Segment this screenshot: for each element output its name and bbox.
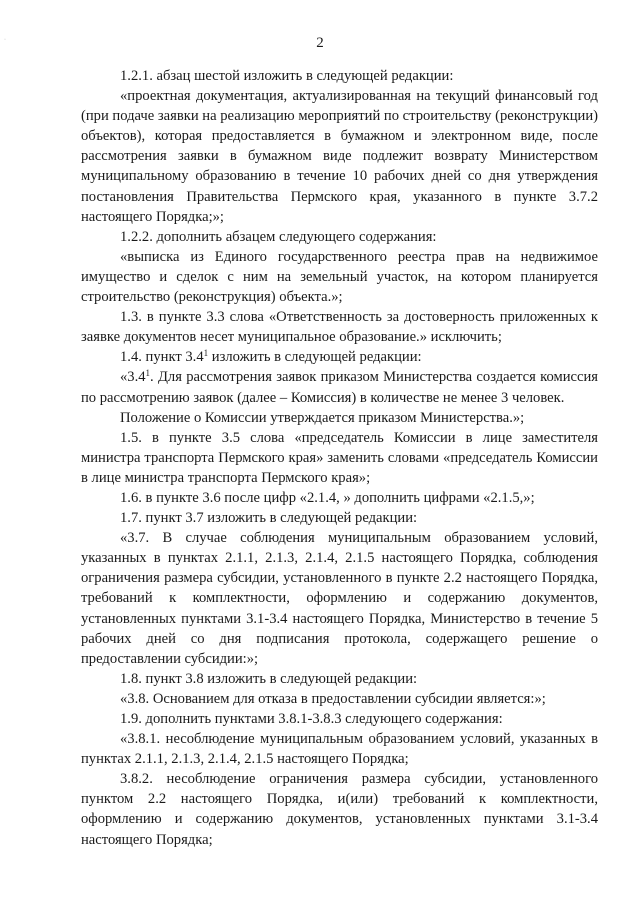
superscript: 1	[145, 368, 151, 379]
document-body	[81, 66, 598, 850]
paragraph-3-4-1	[81, 367, 598, 407]
paragraph-1-2-2: 1.2.2. дополнить абзацем следующего содержания:	[120, 228, 437, 245]
paragraph-egrp-extract: «выписка из Единого государственного реестра прав на недвижимое имущество и сделок с ним на земельный участок, на котором планируется строительство (реконструкция) объекта.»;	[81, 248, 598, 306]
paragraph-3-7: «3.7. В случае соблюдения муниципальным образованием условий, указанных в пунктах 2.1.1, 2.1.3, 2.1.4, 2.1.5 настоящего Порядка, соблюдения ограничения размера субсидии, установленного в пункте 2.2 настоящего Порядка, требований к комплектности, оформлению и содержанию документов, установленных пунктами 3.1-3.4 настоящего Порядка, Министерство в течение 5 рабочих дней со дня подписания протокола, содержащего решение о предоставлении субсидии:»;	[81, 530, 598, 667]
margin-mark: ·	[4, 37, 6, 43]
paragraph-1-7: 1.7. пункт 3.7 изложить в следующей редакции:	[120, 510, 418, 527]
paragraph-1-4-pre: 1.4. пункт 3.4	[120, 349, 204, 366]
paragraph-1-3: 1.3. в пункте 3.3 слова «Ответственность за достоверность приложенных к заявке документов несет муниципальное образование.» исключить;	[81, 309, 598, 346]
paragraph-1-8: 1.8. пункт 3.8 изложить в следующей редакции:	[120, 670, 418, 687]
paragraph-1-4-post: изложить в следующей редакции:	[208, 349, 422, 366]
paragraph-3-8-2: 3.8.2. несоблюдение ограничения размера субсидии, установленного пунктом 2.2 настоящего Порядка, и(или) требований к комплектности, оформлению и содержанию документов, установленных пунктами 3.1-3.4 настоящего Порядка;	[81, 771, 598, 848]
paragraph-project-docs: «проектная документация, актуализированная на текущий финансовый год (при подаче заявки на реализацию мероприятий по строительству (реконструкции) объектов), которая предоставляется в бумажном и электронном виде, после рассмотрения заявки в бумажном виде подлежит возврату Министерством муниципальному образованию в течение 10 рабочих дней со дня утверждения постановления Правительства Пермского края, указанного в пункте 3.7.2 настоящего Порядка;»;	[81, 88, 598, 225]
superscript: 1	[203, 348, 209, 359]
paragraph-3-8-1: «3.8.1. несоблюдение муниципальным образованием условий, указанных в пунктах 2.1.1, 2.1.3, 2.1.4, 2.1.5 настоящего Порядка;	[81, 731, 598, 768]
paragraph-1-9: 1.9. дополнить пунктами 3.8.1-3.8.3 следующего содержания:	[120, 711, 503, 727]
paragraph-1-4	[81, 347, 598, 367]
page-number: 2	[316, 35, 324, 51]
paragraph-1-6: 1.6. в пункте 3.6 после цифр «2.1.4, » дополнить цифрами «2.1.5,»;	[120, 489, 535, 506]
paragraph-commission-regulation: Положение о Комиссии утверждается приказом Министерства.»;	[120, 409, 525, 426]
paragraph-3-8: «3.8. Основанием для отказа в предоставлении субсидии является:»;	[120, 690, 546, 707]
paragraph-3-4-1-pre: «3.4	[120, 369, 146, 386]
paragraph-1-5: 1.5. в пункте 3.5 слова «председатель Комиссии в лице заместителя министра транспорта Пермского края» заменить словами «председатель Комиссии в лице министра транспорта Пермского края»;	[81, 429, 598, 486]
paragraph-1-2-1: 1.2.1. абзац шестой изложить в следующей редакции:	[120, 68, 454, 84]
paragraph-3-4-1-post: . Для рассмотрения заявок приказом Министерства создается комиссия по рассмотрению заявок (далее – Комиссия) в количестве не менее 3 человек.	[81, 369, 598, 406]
